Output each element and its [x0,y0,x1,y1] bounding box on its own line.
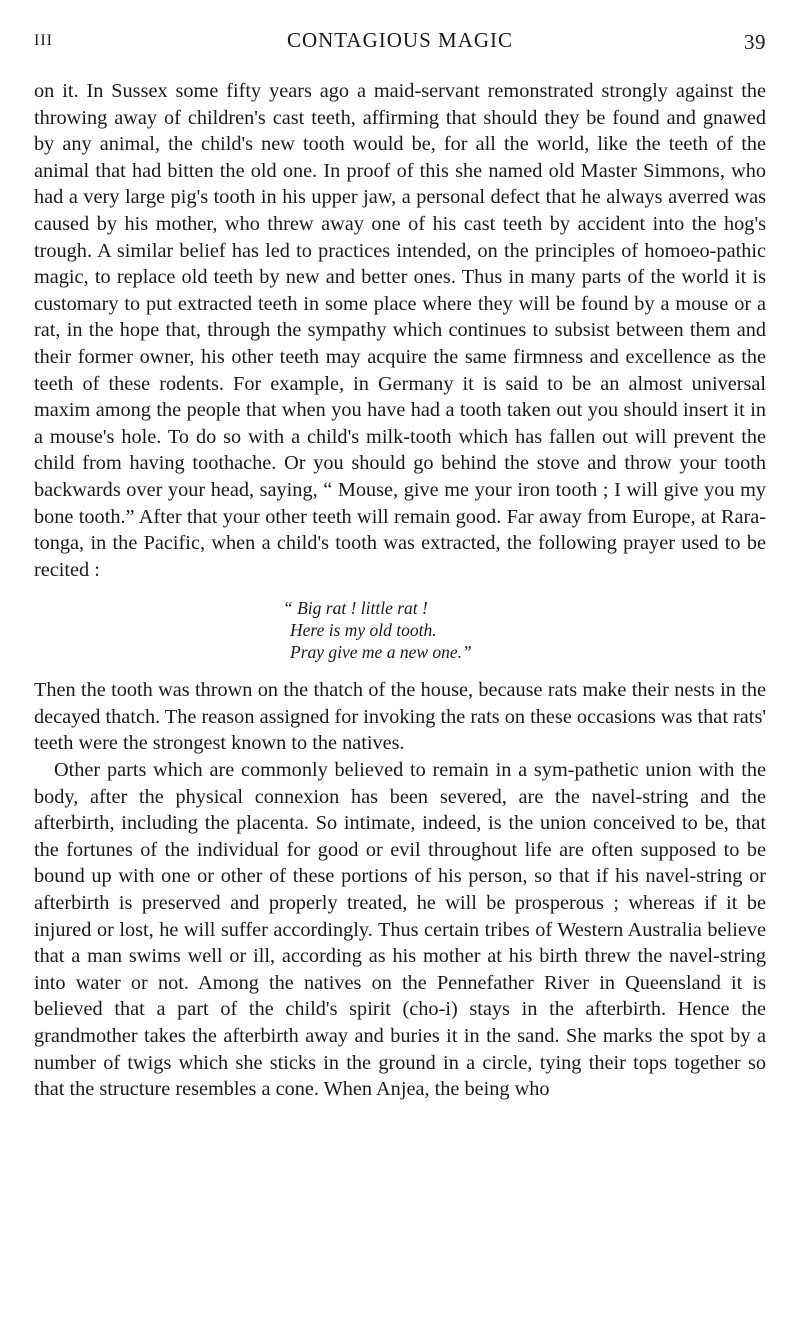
verse-line-3: Pray give me a new one.” [290,642,472,663]
running-header [34,24,766,58]
page-number: 39 [744,30,766,54]
paragraph-3: Other parts which are commonly believed to remain in a sym-pathetic union with the body, after the physical connexion has been severed, are the navel-string and the afterbirth, including the placenta. So intimate, indeed, is the union conceived to be, that the fortunes of the individual for good or evil throughout life are often supposed to be bound up with one or other of these portions of his person, so that if his navel-string or afterbirth is preserved and properly treated, he will be prosperous ; whereas if it be injured or lost, he will suffer accordingly. Thus certain tribes of Western Australia believe that a man swims well or ill, according as his mother at his birth threw the navel-string into water or not. Among the natives on the Pennefather River in Queensland it is believed that a part of the child's spirit (cho-i) stays in the afterbirth. Hence the grandmother takes the afterbirth away and buries it in the sand. She marks the spot by a number of twigs which she sticks in the ground in a circle, tying their tops together so that the structure resembles a cone. When Anjea, the being who [34,759,766,1101]
body-text [34,78,766,1103]
verse-line-1: “ Big rat ! little rat ! [283,598,428,619]
paragraph-1: on it. In Sussex some fifty years ago a maid-servant remonstrated strongly against the throwing away of children's cast teeth, affirming that should they be found and gnawed by any animal, the child's new tooth would be, for all the world, like the teeth of the animal that had bitten the old one. In proof of this she named old Master Simmons, who had a very large pig's tooth in his upper jaw, a personal defect that he always averred was caused by his mother, who threw away one of his cast teeth by accident into the hog's trough. A similar belief has led to practices intended, on the principles of homoeo-pathic magic, to replace old teeth by new and better ones. Thus in many parts of the world it is customary to put extracted teeth in some place where they will be found by a mouse or a rat, in the hope that, through the sympathy which continues to subsist between them and their former owner, his other teeth may acquire the same firmness and excellence as the teeth of these rodents. For example, in Germany it is said to be an almost universal maxim among the people that when you have had a tooth taken out you should insert it in a mouse's hole. To do so with a child's milk-tooth which has fallen out will prevent the child from having toothache. Or you should go behind the stove and throw your tooth backwards over your head, saying, “ Mouse, give me your iron tooth ; I will give you my bone tooth.” After that your other teeth will remain good. Far away from Europe, at Rara-tonga, in the Pacific, when a child's tooth was extracted, the following prayer used to be recited : [34,80,766,581]
verse-line-2: Here is my old tooth. [290,620,437,641]
paragraph-2: Then the tooth was thrown on the thatch of the house, because rats make their nests in the decayed thatch. The reason assigned for invoking the rats on these occasions was that rats' teeth were the strongest known to the natives. [34,679,766,755]
chapter-number: III [34,32,53,49]
prayer-verse [283,597,766,663]
book-page [34,24,766,1103]
running-title: CONTAGIOUS MAGIC [286,28,514,52]
